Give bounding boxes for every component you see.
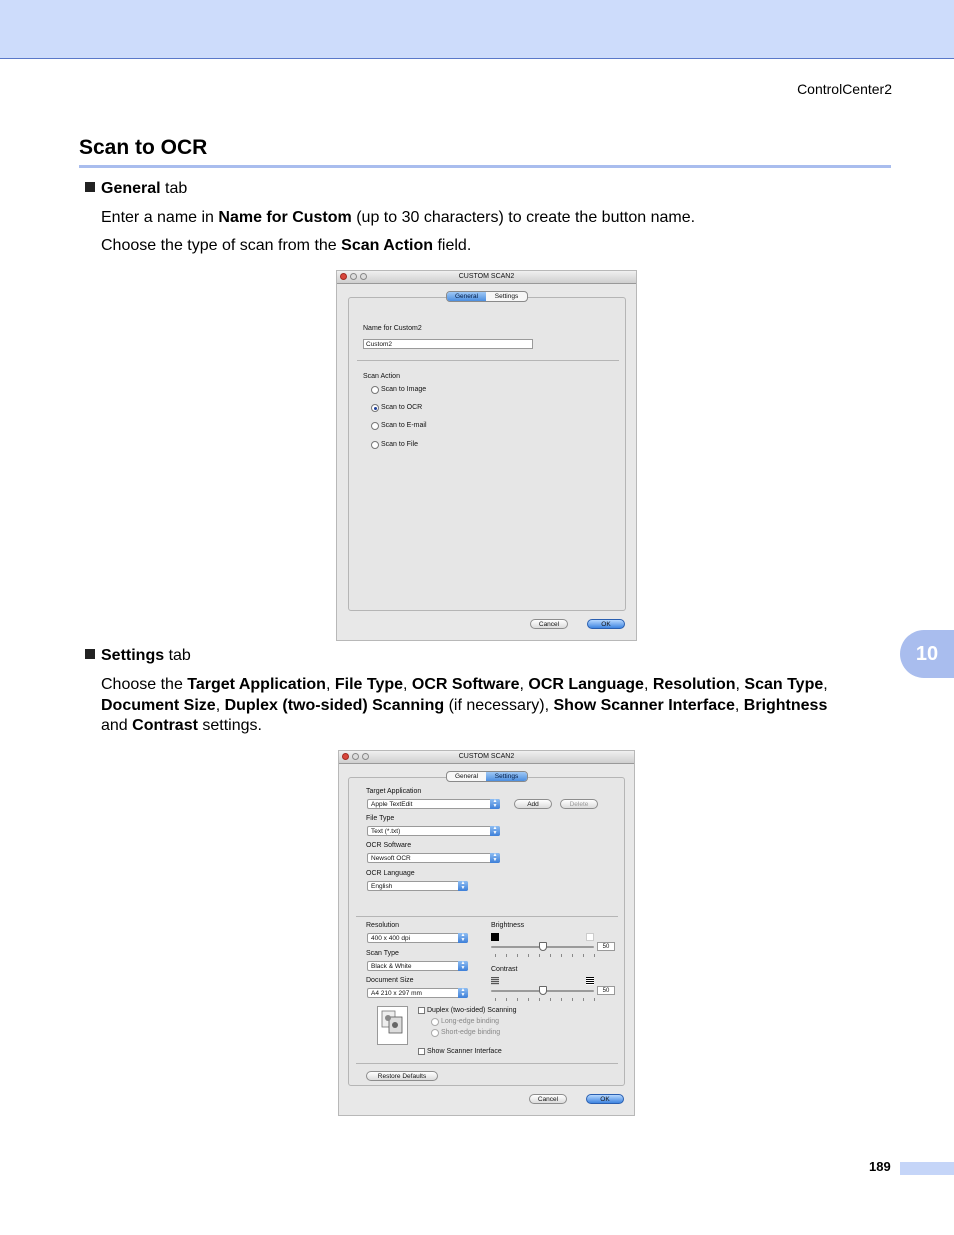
general-tab-bullet [85,180,187,198]
popup-arrows-icon: ▲ ▼ [458,881,468,891]
general-tab-rest: tab [160,180,188,197]
resolution-popup[interactable] [367,933,468,943]
zoom-window-icon[interactable] [360,273,367,280]
document-size-label: Document Size [366,977,414,984]
chapter-tab: 10 [900,630,954,678]
text-run: Scan Type [744,676,824,693]
ocr-language-popup[interactable] [367,881,468,891]
duplex-checkbox[interactable] [418,1007,425,1014]
ok-button[interactable]: OK [587,619,625,629]
text-run: Scan Action [341,237,434,254]
contrast-high-icon [586,977,594,985]
settings-paragraph [101,675,828,737]
tab-general[interactable]: General [447,292,486,301]
text-run: and [101,717,128,734]
file-type-label: File Type [366,815,395,822]
radio-label-scan-to-file: Scan to File [381,441,418,448]
text-run: Contrast [132,717,198,734]
text-run: Resolution [652,676,736,693]
scan-action-label: Scan Action [363,373,400,380]
show-scanner-checkbox[interactable] [418,1048,425,1055]
ok-button[interactable]: OK [586,1094,624,1104]
file-type-popup[interactable] [367,826,500,836]
ocr-software-popup[interactable] [367,853,500,863]
text-run: , [823,676,828,693]
target-application-value: Apple TextEdit [371,801,413,808]
radio-scan-to-file[interactable] [371,441,379,449]
scan-type-value: Black & White [371,963,412,970]
ocr-language-label: OCR Language [366,870,415,877]
running-header: ControlCenter2 [797,81,892,97]
popup-arrows-icon: ▲ ▼ [490,826,500,836]
dialog-title: CUSTOM SCAN2 [458,753,515,760]
scan-type-popup[interactable] [367,961,468,971]
popup-arrows-icon: ▲ ▼ [490,799,500,809]
tab-settings[interactable]: Settings [486,772,527,781]
radio-scan-to-ocr[interactable] [371,404,379,412]
close-window-icon[interactable] [340,273,347,280]
popup-arrows-icon: ▲ ▼ [458,961,468,971]
general-line-1 [101,208,695,229]
dialog-title-bar [337,271,636,284]
text-run: , [519,676,529,693]
brightness-label: Brightness [491,922,525,929]
text-run: , [643,676,653,693]
divider [357,360,619,361]
text-run: (up to 30 characters) to create the button name. [351,209,696,226]
text-run: Choose the [101,676,188,693]
text-run: , [215,696,225,714]
tab-general[interactable]: General [454,773,479,780]
text-run: Name for Custom [218,209,352,226]
target-application-label: Target Application [366,788,422,795]
name-for-custom-label: Name for Custom2 [363,325,422,332]
divider [356,916,618,917]
general-tab-bold: General [101,180,161,197]
text-run: Target Application [187,676,326,693]
contrast-low-icon [491,977,499,985]
radio-long-edge[interactable] [431,1018,439,1026]
resolution-label: Resolution [366,922,400,929]
section-title: Scan to OCR [79,136,208,159]
name-for-custom-input[interactable]: Custom2 [363,339,533,349]
contrast-label: Contrast [491,966,518,973]
brightness-light-icon [586,933,594,941]
text-run: field. [433,237,472,254]
ocr-software-value: Newsoft OCR [371,855,411,862]
title-underline [79,165,891,168]
settings-tab-bullet [85,647,191,665]
ocr-language-value: English [371,883,393,890]
divider [356,1063,618,1064]
text-run: , [734,696,744,714]
text-run: OCR Software [411,676,520,693]
radio-label-scan-to-image: Scan to Image [381,386,427,393]
radio-label-scan-to-email: Scan to E-mail [381,422,427,429]
minimize-window-icon[interactable] [352,753,359,760]
contrast-ticks [495,998,595,1001]
text-run: Enter a name in [101,209,219,226]
cancel-button[interactable]: Cancel [529,1094,567,1104]
restore-defaults-button[interactable]: Restore Defaults [366,1071,438,1081]
text-run: File Type [334,676,404,693]
show-scanner-label: Show Scanner Interface [427,1048,502,1055]
text-run: , [325,676,335,693]
page-number: 189 [869,1159,891,1174]
cancel-button[interactable]: Cancel [530,619,568,629]
text-run: Choose the type of scan from the [101,237,342,254]
scan-type-label: Scan Type [366,950,399,957]
text-run: Duplex (two-sided) Scanning [224,696,445,714]
page-number-bar [900,1162,954,1175]
target-application-popup[interactable] [367,799,500,809]
text-run: settings. [197,717,262,734]
brightness-slider-knob[interactable] [539,942,547,951]
minimize-window-icon[interactable] [350,273,357,280]
radio-scan-to-email[interactable] [371,422,379,430]
general-line-2 [101,236,471,257]
radio-label-scan-to-ocr: Scan to OCR [381,404,423,411]
resolution-value: 400 x 400 dpi [371,935,411,942]
text-run: (if necessary), [444,696,554,714]
delete-button[interactable]: Delete [560,799,598,809]
long-edge-label: Long-edge binding [441,1018,499,1025]
custom-scan-dialog-settings [338,750,635,1116]
radio-scan-to-image[interactable] [371,386,379,394]
ocr-software-label: OCR Software [366,842,412,849]
brightness-dark-icon [491,933,499,941]
brightness-value-field[interactable]: 50 [597,942,615,951]
text-run: Show Scanner Interface [553,696,735,714]
popup-arrows-icon: ▲ ▼ [490,853,500,863]
close-window-icon[interactable] [342,753,349,760]
popup-arrows-icon: ▲ ▼ [458,933,468,943]
settings-tab-bold: Settings [101,647,165,664]
contrast-slider-knob[interactable] [539,986,547,995]
popup-arrows-icon: ▲ ▼ [458,988,468,998]
brightness-ticks [495,954,595,957]
duplex-document-icon [377,1006,408,1045]
radio-short-edge[interactable] [431,1029,439,1037]
text-run: , [403,676,412,693]
document-size-value: A4 210 x 297 mm [371,990,422,997]
add-button[interactable]: Add [514,799,552,809]
short-edge-label: Short-edge binding [441,1029,501,1036]
document-size-popup[interactable] [367,988,468,998]
dialog-title-bar [339,751,634,764]
tab-switcher [446,291,528,302]
bullet-square-icon [85,182,95,192]
top-header-band [0,0,954,59]
text-run: Document Size [101,696,216,714]
text-run: Brightness [743,696,828,714]
dialog-title: CUSTOM SCAN2 [458,273,515,280]
duplex-label: Duplex (two-sided) Scanning [427,1007,517,1014]
contrast-value-field[interactable]: 50 [597,986,615,995]
custom-scan-dialog-general [336,270,637,641]
settings-tab-rest: tab [164,647,191,664]
text-run: OCR Language [528,676,644,693]
file-type-value: Text (*.txt) [371,828,401,835]
tab-settings[interactable]: Settings [494,293,519,300]
text-run: , [735,676,745,693]
tab-switcher [446,771,528,782]
bullet-square-icon [85,649,95,659]
zoom-window-icon[interactable] [362,753,369,760]
